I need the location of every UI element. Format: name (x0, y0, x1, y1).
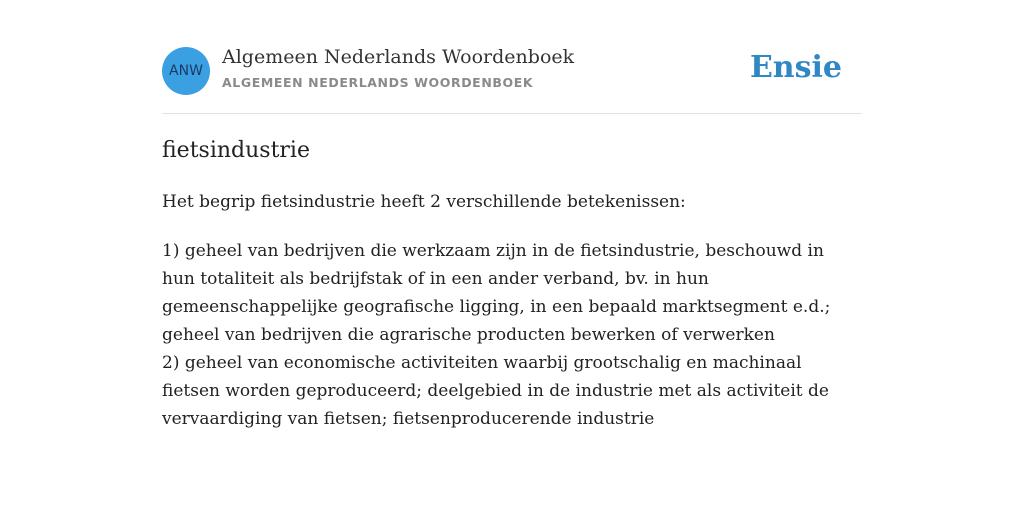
entry-intro: Het begrip fietsindustrie heeft 2 verschillende betekenissen: (162, 192, 686, 212)
logo-text: ANW (169, 63, 203, 79)
definition-1: 1) geheel van bedrijven die werkzaam zijn in de fietsindustrie, beschouwd in hun totaliteit als bedrijfstak of in een ander verband, bv. in hun gemeenschappelijke geografische ligging, in een bepaald marktsegment e.d.; geheel van bedrijven die agrarische producten bewerken of verwerken (162, 241, 831, 345)
ensie-brand-logo[interactable]: Ensie (749, 50, 842, 85)
source-header (162, 46, 862, 96)
source-subtitle: ALGEMEEN NEDERLANDS WOORDENBOEK (222, 75, 534, 90)
definition-2: 2) geheel van economische activiteiten waarbij grootschalig en machinaal fietsen worden geproduceerd; deelgebied in de industrie met als activiteit de vervaardiging van fietsen; fietsenproducerende industrie (162, 353, 829, 429)
anw-logo[interactable] (162, 47, 210, 95)
header-divider (162, 113, 862, 114)
definitions-list (162, 237, 862, 433)
headword: fietsindustrie (162, 138, 310, 163)
source-title[interactable]: Algemeen Nederlands Woordenboek (222, 46, 575, 68)
